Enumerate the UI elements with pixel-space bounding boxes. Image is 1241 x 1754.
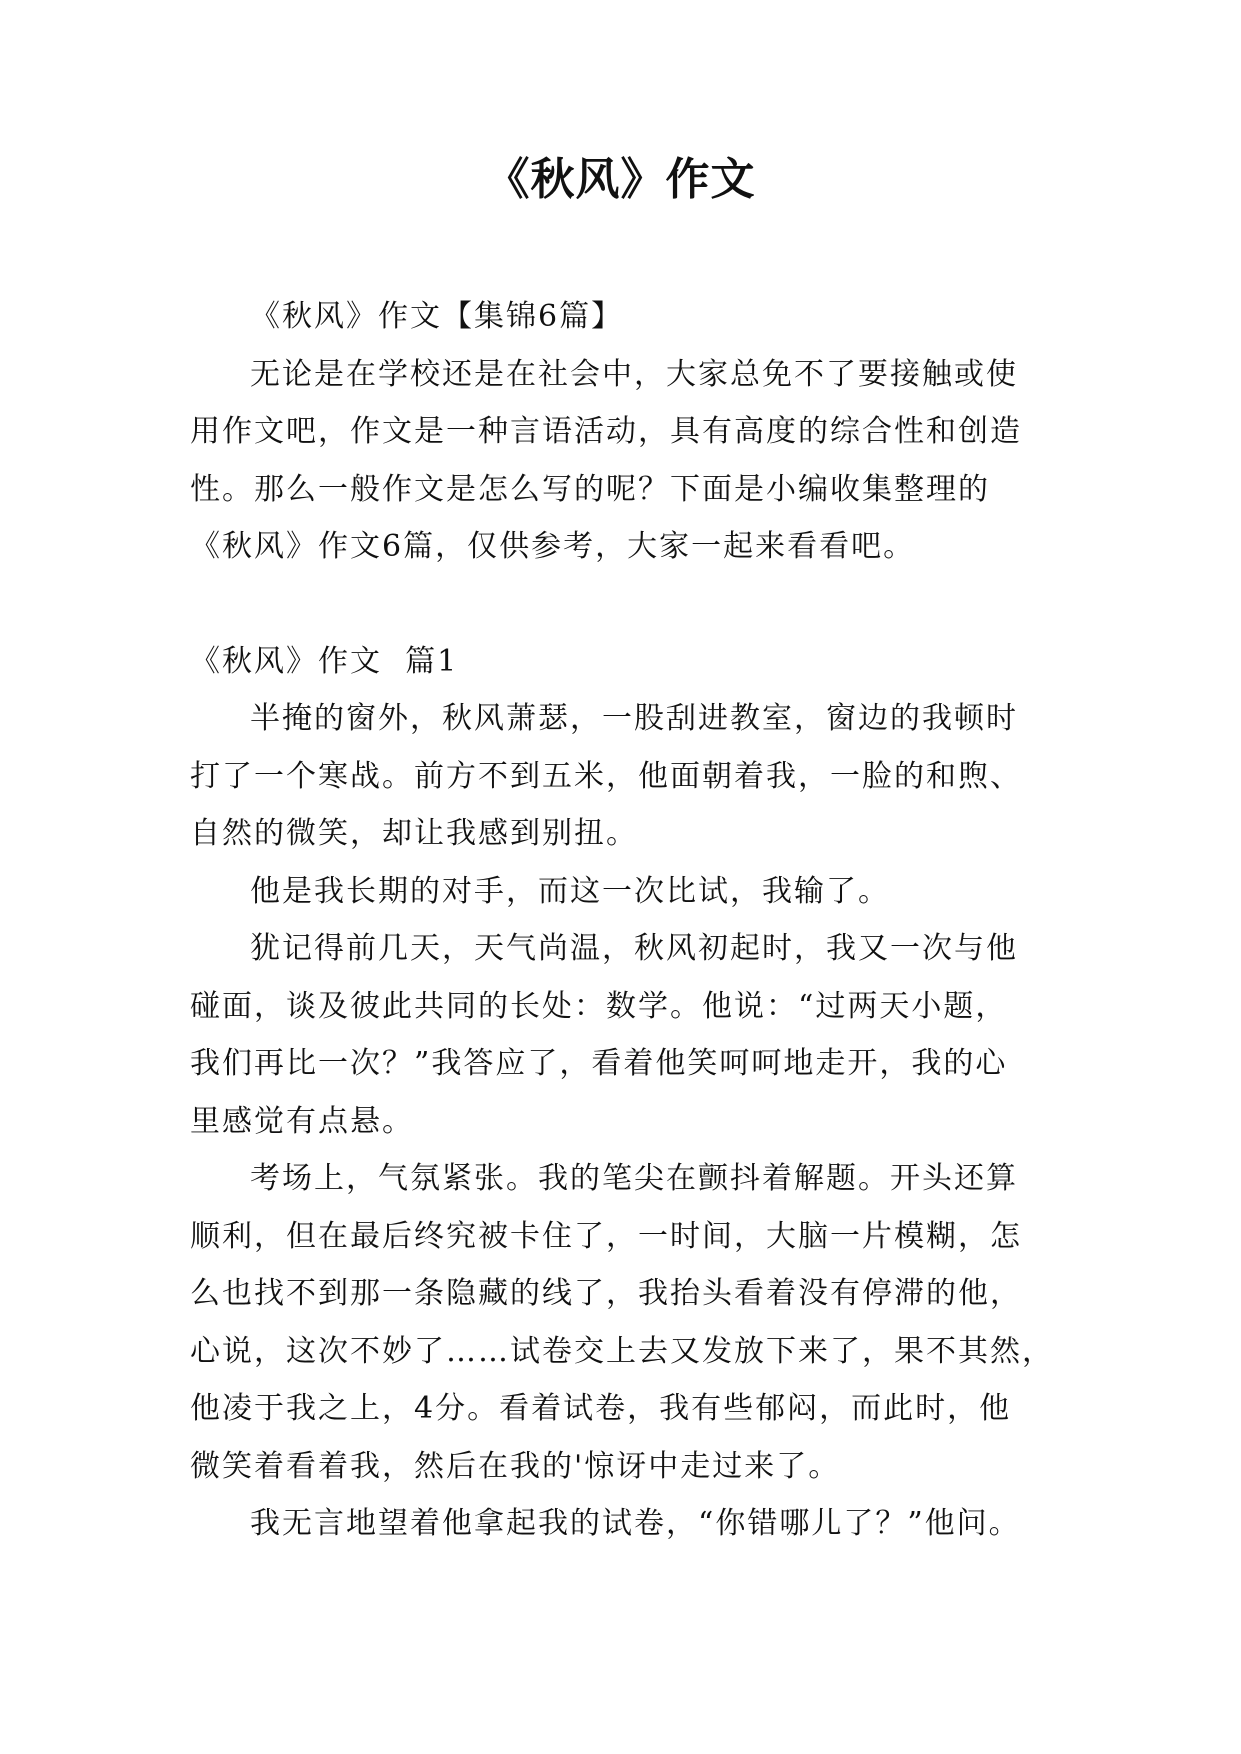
document-body: [190, 288, 1054, 1553]
body-line: 里感觉有点悬。: [190, 1103, 414, 1139]
collection-subtitle: 《秋风》作文【集锦6篇】: [250, 299, 624, 334]
body-line: 微笑着看着我，然后在我的'惊讶中走过来了。: [190, 1448, 841, 1484]
intro-line: 用作文吧，作文是一种言语活动，具有高度的综合性和创造: [190, 414, 1022, 449]
paragraph-gap: [190, 576, 1054, 633]
body-line: 他凌于我之上，4分。看着试卷，我有些郁闷，而此时，他: [190, 1391, 1012, 1426]
body-line: 顺利，但在最后终究被卡住了，一时间，大脑一片模糊，怎: [190, 1218, 1022, 1254]
body-line: 心说，这次不妙了……试卷交上去又发放下来了，果不其然，: [190, 1333, 1054, 1369]
intro-line: 性。那么一般作文是怎么写的呢？下面是小编收集整理的: [190, 471, 990, 507]
section-heading: 《秋风》作文 篇1: [190, 643, 459, 679]
document-title: 《秋风》作文: [485, 154, 756, 205]
intro-line: 无论是在学校还是在社会中，大家总免不了要接触或使: [250, 356, 1018, 392]
body-line: 碰面，谈及彼此共同的长处：数学。他说：“过两天小题，: [190, 988, 1008, 1024]
body-line: 半掩的窗外，秋风萧瑟，一股刮进教室，窗边的我顿时: [250, 701, 1018, 736]
intro-line: 《秋风》作文6篇，仅供参考，大家一起来看看吧。: [190, 529, 916, 564]
body-line: 犹记得前几天，天气尚温，秋风初起时，我又一次与他: [250, 931, 1018, 966]
body-line: 我无言地望着他拿起我的试卷，“你错哪儿了？”他问。: [250, 1506, 1021, 1541]
body-line: 么也找不到那一条隐藏的线了，我抬头看着没有停滞的他，: [190, 1276, 1022, 1311]
body-line: 自然的微笑，却让我感到别扭。: [190, 816, 638, 851]
body-line: 他是我长期的对手，而这一次比试，我输了。: [250, 873, 890, 909]
body-line: 我们再比一次？”我答应了，看着他笑呵呵地走开，我的心: [190, 1046, 1008, 1081]
body-line: 考场上，气氛紧张。我的笔尖在颤抖着解题。开头还算: [250, 1161, 1018, 1196]
body-line: 打了一个寒战。前方不到五米，他面朝着我，一脸的和煦、: [190, 758, 1022, 794]
